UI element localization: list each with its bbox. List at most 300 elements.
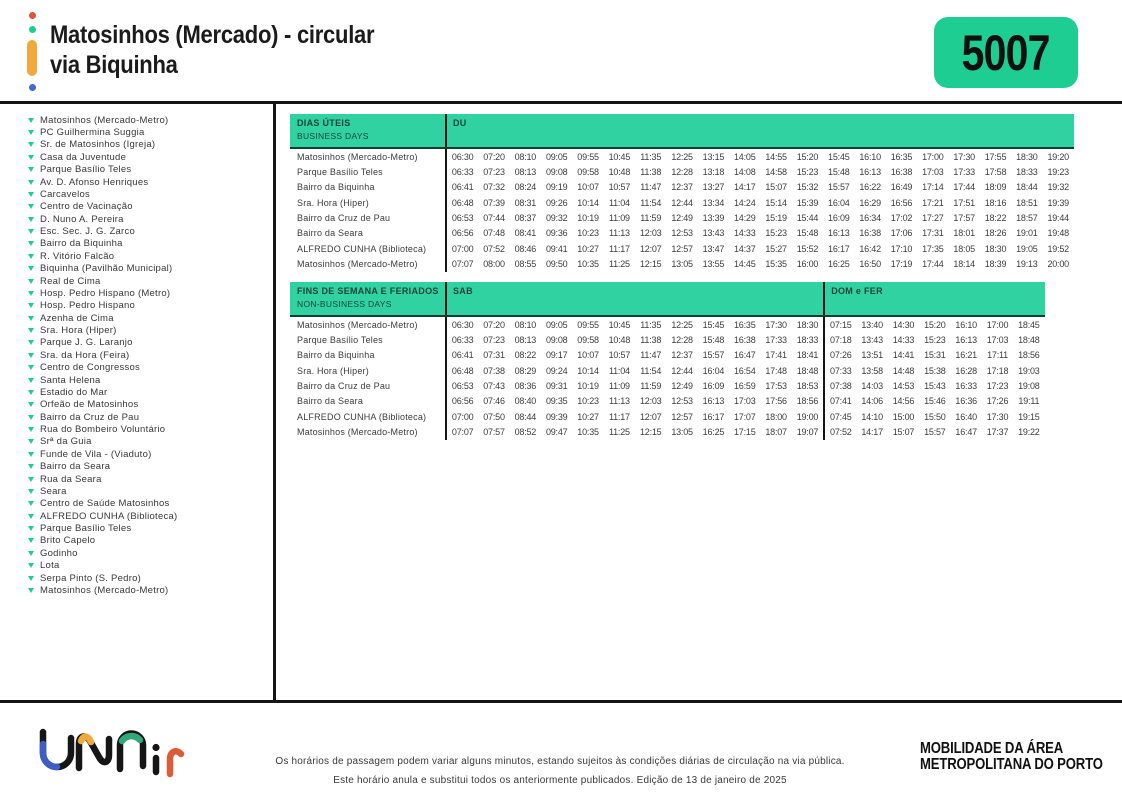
stop-list-item [28, 436, 177, 448]
time-cell: 11:13 [608, 228, 630, 239]
time-cell: 14:48 [892, 365, 915, 376]
disclaimer-line1: Os horários de passagem podem variar alguns minutos, estando sujeitos às condições diárias de circulação na via pública. [275, 756, 845, 767]
weekends-header-band [290, 282, 1045, 317]
time-cell: 13:47 [702, 243, 725, 254]
time-cell: 17:03 [986, 335, 1009, 346]
time-cell: 14:53 [892, 381, 915, 392]
time-cell: 12:03 [639, 228, 662, 239]
stop-list-item [28, 448, 177, 460]
time-cell: 18:01 [953, 228, 975, 239]
time-cell: 18:39 [984, 259, 1007, 270]
time-cell: 08:00 [483, 259, 505, 270]
timetable-stop-label: Matosinhos (Mercado-Metro) [297, 151, 418, 162]
stop-name: Hosp. Pedro Hispano (Metro) [40, 287, 171, 299]
time-cell: 11:47 [640, 182, 662, 193]
time-cell: 15:23 [796, 167, 819, 178]
stop-name: Lota [40, 560, 60, 572]
time-cell: 17:35 [922, 243, 944, 254]
time-cell: 09:26 [545, 197, 568, 208]
time-cell: 15:52 [796, 243, 819, 254]
day-section-label: DOM e FER [823, 282, 1044, 315]
time-cell: 17:31 [922, 228, 944, 239]
stop-list-item [28, 164, 177, 176]
time-cell: 16:35 [890, 151, 913, 162]
stop-name: Bairro da Cruz de Pau [40, 411, 140, 423]
time-cell: 06:48 [451, 365, 474, 376]
time-cell: 16:35 [734, 319, 756, 330]
stop-list-item [28, 238, 177, 250]
stop-list-item [28, 349, 177, 361]
times-section [445, 409, 823, 424]
timetable-stop-label: Bairro da Biquinha [297, 182, 375, 193]
time-cell: 18:22 [984, 213, 1007, 224]
time-cell: 18:33 [1016, 167, 1038, 178]
time-cell: 10:27 [577, 243, 599, 254]
time-cell: 13:43 [702, 228, 725, 239]
time-cell: 16:21 [955, 350, 977, 361]
time-cell: 13:51 [861, 350, 883, 361]
time-cell: 17:44 [953, 182, 975, 193]
time-cell: 19:52 [1047, 243, 1069, 254]
time-cell: 11:59 [640, 213, 662, 224]
stop-marker-icon [28, 142, 34, 147]
time-cell: 10:35 [577, 259, 599, 270]
time-cell: 07:43 [483, 381, 505, 392]
stop-marker-icon [28, 316, 34, 321]
time-cell: 09:08 [545, 167, 568, 178]
stop-marker-icon [28, 477, 34, 482]
time-cell: 16:17 [702, 411, 725, 422]
stop-marker-icon [28, 130, 34, 135]
time-cell: 07:39 [483, 197, 505, 208]
stop-list-item [28, 300, 177, 312]
time-cell: 09:05 [545, 151, 568, 162]
stop-list-item [28, 374, 177, 386]
stop-name: Orfeão de Matosinhos [40, 399, 139, 411]
time-cell: 14:17 [861, 427, 883, 438]
stops-list [28, 114, 177, 597]
weekends-band-title [290, 282, 445, 315]
time-cell: 19:48 [1047, 228, 1069, 239]
time-cell: 15:07 [892, 427, 915, 438]
brand-dot-red-icon [29, 12, 36, 19]
times-section [445, 332, 823, 347]
stop-marker-icon [28, 241, 34, 246]
times-section [445, 363, 823, 378]
stop-name: Parque Basílio Teles [40, 523, 132, 535]
vertical-rule [273, 101, 276, 703]
time-cell: 15:23 [924, 335, 946, 346]
time-cell: 07:32 [483, 182, 505, 193]
time-cell: 15:32 [796, 182, 819, 193]
time-cell: 18:53 [796, 381, 819, 392]
time-cell: 15:48 [828, 167, 850, 178]
time-cell: 20:00 [1047, 259, 1069, 270]
time-cell: 12:37 [671, 350, 693, 361]
route-number-badge [934, 17, 1078, 88]
time-cell: 07:23 [483, 167, 505, 178]
times-section [823, 424, 1044, 439]
time-cell: 16:38 [734, 335, 756, 346]
time-cell: 17:57 [953, 213, 975, 224]
time-cell: 15:46 [924, 396, 946, 407]
time-cell: 14:17 [734, 182, 756, 193]
time-cell: 12:07 [639, 243, 662, 254]
route-title [50, 20, 374, 80]
time-cell: 08:10 [514, 151, 537, 162]
stop-list-item [28, 188, 177, 200]
time-cell: 12:03 [639, 396, 662, 407]
time-cell: 16:09 [828, 213, 850, 224]
time-cell: 07:41 [830, 396, 852, 407]
time-cell: 17:14 [922, 182, 944, 193]
stop-name: Serpa Pinto (S. Pedro) [40, 572, 142, 584]
time-cell: 09:32 [545, 213, 568, 224]
stop-list-item [28, 275, 177, 287]
amp-brand-text [920, 741, 1103, 773]
time-cell: 07:00 [451, 243, 474, 254]
time-cell: 07:38 [483, 365, 505, 376]
time-cell: 14:33 [892, 335, 915, 346]
stop-marker-icon [28, 353, 34, 358]
time-cell: 17:00 [986, 319, 1009, 330]
time-cell: 13:05 [671, 427, 693, 438]
time-cell: 15:00 [892, 411, 915, 422]
times-section [445, 149, 1074, 164]
time-cell: 11:25 [608, 259, 630, 270]
stop-name: Seara [40, 485, 67, 497]
time-cell: 15:57 [828, 182, 850, 193]
time-cell: 10:07 [577, 182, 599, 193]
time-cell: 18:30 [1016, 151, 1038, 162]
times-section [823, 332, 1044, 347]
timetable-row [290, 149, 1074, 164]
stop-name: Parque J. G. Laranjo [40, 337, 133, 349]
stop-marker-icon [28, 415, 34, 420]
stop-list-item [28, 126, 177, 138]
route-title-line2: via Biquinha [50, 51, 178, 79]
time-cell: 09:58 [577, 335, 599, 346]
time-cell: 14:58 [765, 167, 787, 178]
time-cell: 14:37 [734, 243, 756, 254]
time-cell: 08:29 [514, 365, 537, 376]
time-cell: 18:07 [765, 427, 787, 438]
time-cell: 16:04 [828, 197, 850, 208]
time-cell: 16:13 [702, 396, 725, 407]
time-cell: 18:41 [796, 350, 819, 361]
timetable-row [290, 164, 1074, 179]
stop-marker-icon [28, 291, 34, 296]
time-cell: 12:28 [671, 167, 693, 178]
timetable-stop-label: Bairro da Biquinha [297, 350, 375, 361]
time-cell: 18:48 [796, 365, 819, 376]
time-cell: 11:17 [608, 243, 630, 254]
stop-marker-icon [28, 588, 34, 593]
stop-name: R. Vitório Falcão [40, 250, 115, 262]
stop-name: ALFREDO CUNHA (Biblioteca) [40, 510, 178, 522]
time-cell: 07:38 [830, 381, 852, 392]
time-cell: 08:13 [514, 167, 537, 178]
weekday-timetable [290, 114, 1074, 272]
stop-marker-icon [28, 452, 34, 457]
time-cell: 17:51 [953, 197, 975, 208]
time-cell: 09:35 [545, 396, 568, 407]
time-cell: 17:53 [765, 381, 787, 392]
time-cell: 07:46 [483, 396, 505, 407]
stop-list-item [28, 572, 177, 584]
time-cell: 12:07 [639, 411, 662, 422]
time-cell: 16:33 [955, 381, 977, 392]
time-cell: 12:25 [671, 151, 693, 162]
time-cell: 18:30 [796, 319, 819, 330]
time-cell: 09:36 [545, 228, 568, 239]
stop-name: PC Guilhermina Suggia [40, 127, 145, 139]
time-cell: 14:05 [734, 151, 756, 162]
stop-marker-icon [28, 538, 34, 543]
time-cell: 09:24 [545, 365, 568, 376]
stop-list-item [28, 139, 177, 151]
stop-name: Centro de Congressos [40, 362, 141, 374]
time-cell: 19:07 [796, 427, 819, 438]
stop-name: Parque Basílio Teles [40, 164, 132, 176]
time-cell: 11:47 [640, 350, 662, 361]
times-section [445, 256, 1074, 271]
time-cell: 15:50 [924, 411, 946, 422]
time-cell: 10:35 [577, 427, 599, 438]
stop-name: Av. D. Afonso Henriques [40, 176, 149, 188]
time-cell: 19:08 [1018, 381, 1040, 392]
time-cell: 18:48 [1018, 335, 1040, 346]
time-cell: 10:57 [608, 182, 631, 193]
time-cell: 16:49 [890, 182, 913, 193]
timetable-row [290, 394, 1045, 409]
time-cell: 14:24 [734, 197, 756, 208]
time-cell: 11:38 [640, 167, 662, 178]
time-cell: 17:55 [984, 151, 1007, 162]
stop-marker-icon [28, 402, 34, 407]
time-cell: 18:30 [984, 243, 1007, 254]
stop-marker-icon [28, 365, 34, 370]
stop-list-item [28, 560, 177, 572]
time-cell: 16:36 [955, 396, 977, 407]
stop-list-item [28, 485, 177, 497]
time-cell: 17:30 [953, 151, 975, 162]
time-cell: 17:00 [922, 151, 944, 162]
stop-name: Srª da Guia [40, 436, 92, 448]
time-cell: 16:22 [859, 182, 881, 193]
time-cell: 13:43 [861, 335, 883, 346]
stop-name: Funde de Vila - (Viaduto) [40, 448, 152, 460]
time-cell: 07:00 [451, 411, 474, 422]
time-cell: 10:48 [608, 167, 631, 178]
time-cell: 12:49 [671, 381, 693, 392]
time-cell: 07:57 [483, 427, 505, 438]
time-cell: 10:07 [577, 350, 599, 361]
stop-marker-icon [28, 526, 34, 531]
time-cell: 14:56 [892, 396, 915, 407]
stop-name: Matosinhos (Mercado-Metro) [40, 114, 169, 126]
times-section [823, 348, 1044, 363]
time-cell: 17:30 [765, 319, 787, 330]
time-cell: 17:26 [986, 396, 1009, 407]
route-number: 5007 [962, 24, 1050, 81]
time-cell: 15:48 [702, 335, 725, 346]
time-cell: 13:39 [702, 213, 725, 224]
time-cell: 09:50 [545, 259, 568, 270]
time-cell: 15:44 [796, 213, 819, 224]
time-cell: 12:49 [671, 213, 693, 224]
stop-marker-icon [28, 576, 34, 581]
time-cell: 15:45 [828, 151, 850, 162]
time-cell: 06:41 [451, 182, 474, 193]
stop-list-item [28, 584, 177, 596]
times-section [445, 317, 823, 332]
time-cell: 13:27 [702, 182, 725, 193]
time-cell: 14:03 [861, 381, 883, 392]
timetable-stop-label: Bairro da Cruz de Pau [297, 213, 391, 224]
time-cell: 15:19 [765, 213, 787, 224]
time-cell: 19:22 [1018, 427, 1040, 438]
brand-bar-orange-icon [27, 40, 37, 76]
stop-name: Casa da Juventude [40, 151, 127, 163]
time-cell: 19:01 [1016, 228, 1038, 239]
band-title-en: BUSINESS DAYS [297, 131, 369, 141]
time-cell: 11:54 [640, 197, 662, 208]
time-cell: 18:45 [1018, 319, 1040, 330]
time-cell: 12:57 [671, 411, 693, 422]
time-cell: 15:20 [924, 319, 946, 330]
stop-marker-icon [28, 192, 34, 197]
band-title-pt: DIAS ÚTEIS [297, 118, 351, 128]
timetable-row [290, 210, 1074, 225]
stop-list-item [28, 287, 177, 299]
timetable-row [290, 363, 1045, 378]
time-cell: 15:57 [702, 350, 725, 361]
time-cell: 16:10 [955, 319, 977, 330]
time-cell: 15:07 [765, 182, 787, 193]
stop-name: Rua da Seara [40, 473, 102, 485]
time-cell: 09:55 [577, 151, 599, 162]
amp-brand-line2: METROPOLITANA DO PORTO [920, 756, 1103, 773]
time-cell: 07:20 [483, 319, 505, 330]
timetable-stop-label: Parque Basílio Teles [297, 335, 383, 346]
time-cell: 07:23 [483, 335, 505, 346]
times-section [445, 348, 823, 363]
time-cell: 16:34 [859, 213, 881, 224]
time-cell: 08:31 [514, 197, 537, 208]
time-cell: 08:41 [514, 228, 537, 239]
time-cell: 16:25 [702, 427, 725, 438]
time-cell: 15:48 [796, 228, 819, 239]
time-cell: 14:45 [734, 259, 756, 270]
stop-list-item [28, 423, 177, 435]
timetable-stop-label: Matosinhos (Mercado-Metro) [297, 427, 418, 438]
stop-marker-icon [28, 229, 34, 234]
weekdays-header-band [290, 114, 1074, 149]
time-cell: 15:27 [765, 243, 787, 254]
times-section [823, 363, 1044, 378]
stop-marker-icon [28, 514, 34, 519]
stop-name: Brito Capelo [40, 535, 96, 547]
times-section [445, 241, 1074, 256]
time-cell: 16:47 [734, 350, 756, 361]
stop-marker-icon [28, 118, 34, 123]
time-cell: 16:42 [859, 243, 881, 254]
time-cell: 19:15 [1018, 411, 1040, 422]
time-cell: 17:07 [734, 411, 756, 422]
time-cell: 07:33 [830, 365, 852, 376]
stop-list-item [28, 114, 177, 126]
stop-list-item [28, 213, 177, 225]
time-cell: 15:39 [796, 197, 819, 208]
time-cell: 16:04 [702, 365, 725, 376]
time-cell: 08:24 [514, 182, 537, 193]
timetable-stop-label: Sra. Hora (Hiper) [297, 365, 369, 376]
time-cell: 19:11 [1018, 396, 1040, 407]
time-cell: 17:30 [986, 411, 1009, 422]
time-cell: 13:58 [861, 365, 883, 376]
time-cell: 06:30 [451, 319, 474, 330]
time-cell: 18:57 [1016, 213, 1038, 224]
time-cell: 18:56 [1018, 350, 1040, 361]
time-cell: 13:40 [861, 319, 883, 330]
time-cell: 14:33 [734, 228, 756, 239]
time-cell: 10:45 [608, 151, 631, 162]
time-cell: 15:43 [924, 381, 946, 392]
time-cell: 17:21 [922, 197, 944, 208]
time-cell: 10:14 [577, 197, 599, 208]
time-cell: 10:57 [608, 350, 631, 361]
time-cell: 13:15 [702, 151, 725, 162]
stop-name: Azenha de Cima [40, 312, 114, 324]
time-cell: 12:28 [671, 335, 693, 346]
time-cell: 14:08 [734, 167, 756, 178]
time-cell: 17:23 [986, 381, 1009, 392]
time-cell: 16:00 [796, 259, 819, 270]
time-cell: 17:19 [890, 259, 913, 270]
stop-list-item [28, 225, 177, 237]
time-cell: 07:52 [830, 427, 852, 438]
time-cell: 07:26 [830, 350, 852, 361]
time-cell: 15:23 [765, 228, 787, 239]
time-cell: 10:23 [577, 396, 599, 407]
time-cell: 16:13 [828, 228, 850, 239]
time-cell: 07:20 [483, 151, 505, 162]
time-cell: 11:38 [640, 335, 662, 346]
time-cell: 07:18 [830, 335, 852, 346]
bottom-rule [0, 700, 1122, 703]
stop-marker-icon [28, 563, 34, 568]
weekend-timetable [290, 282, 1045, 440]
time-cell: 09:39 [545, 411, 568, 422]
stop-name: Santa Helena [40, 374, 101, 386]
time-cell: 09:05 [545, 319, 568, 330]
timetable-stop-label: Bairro da Seara [297, 396, 364, 407]
time-cell: 07:07 [451, 259, 474, 270]
time-cell: 16:54 [734, 365, 756, 376]
disclaimer-text [235, 752, 885, 790]
time-cell: 10:19 [577, 213, 599, 224]
time-cell: 18:51 [1016, 197, 1038, 208]
timetable-stop-label: Bairro da Seara [297, 228, 364, 239]
time-cell: 19:39 [1047, 197, 1069, 208]
stop-name: D. Nuno A. Pereira [40, 213, 124, 225]
time-cell: 07:50 [483, 411, 505, 422]
time-cell: 16:28 [955, 365, 977, 376]
times-section [445, 424, 823, 439]
stop-marker-icon [28, 489, 34, 494]
time-cell: 11:04 [608, 365, 630, 376]
